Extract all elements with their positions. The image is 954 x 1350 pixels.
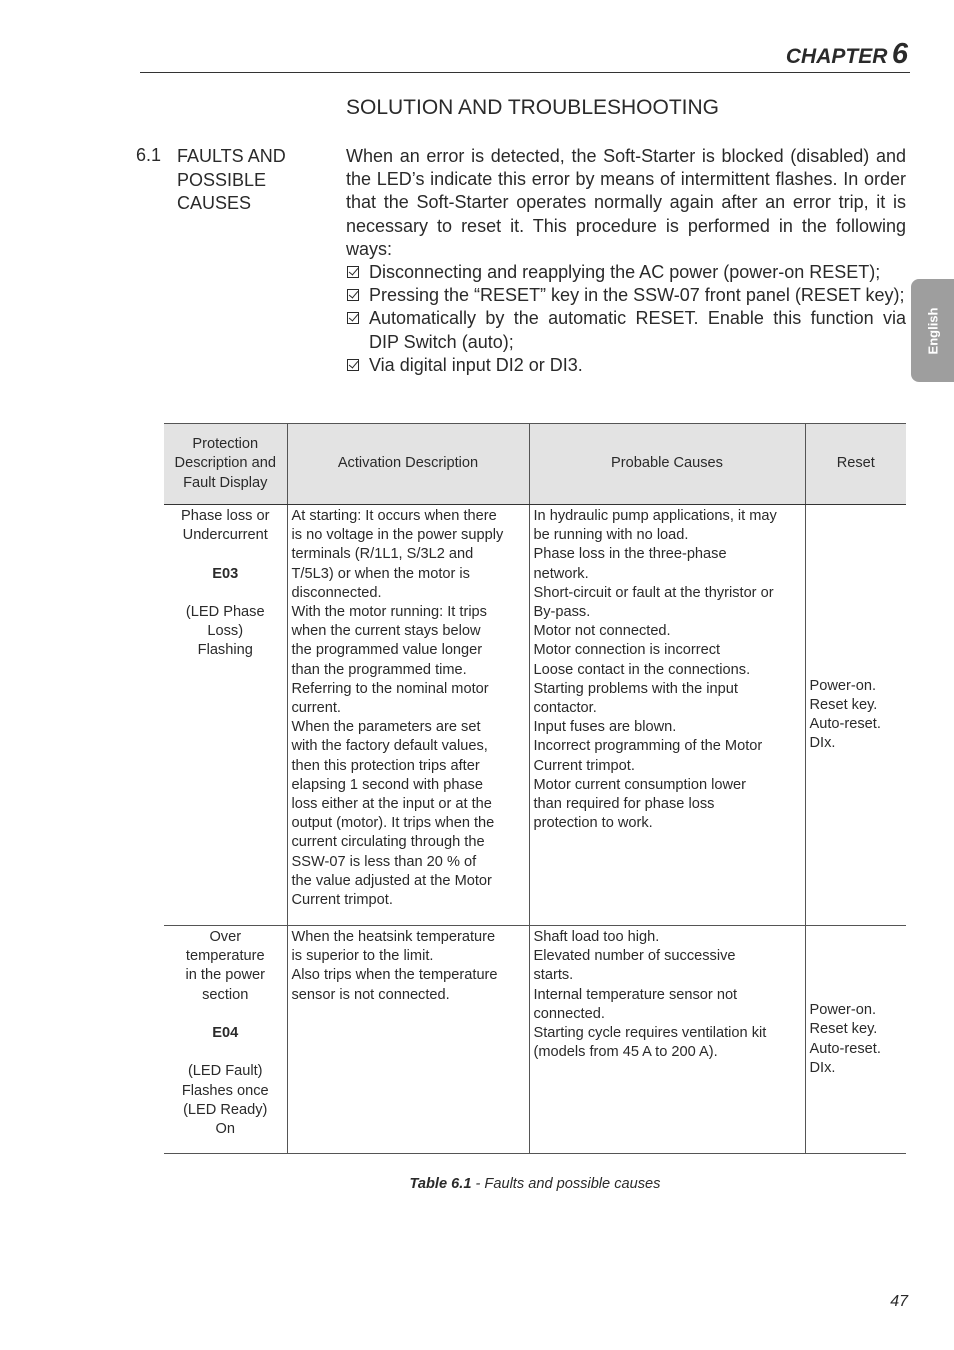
header-protection-line: Protection — [192, 436, 259, 453]
cell-line: Phase loss or — [181, 508, 270, 524]
cell-line: DIx. — [809, 735, 836, 752]
reset-method-text: Automatically by the automatic RESET. Enable this function via DIP Switch (auto); — [369, 308, 906, 352]
cell-line: section — [202, 986, 249, 1003]
cell-line: contactor. — [533, 700, 597, 717]
header-reset: Reset — [805, 424, 906, 505]
cell-line: sensor is not connected. — [291, 986, 450, 1003]
caption-label: Table 6.1 — [409, 1176, 472, 1192]
cell-line: Internal temperature sensor not — [533, 986, 738, 1003]
cell-line: Flashes once — [181, 1082, 269, 1099]
cell-line: Shaft load too high. — [533, 929, 660, 945]
subsection-title-line: CAUSES — [177, 193, 252, 213]
chapter-number: 6 — [891, 38, 908, 70]
checkbox-checked-icon — [347, 266, 359, 278]
subsection-title-line: POSSIBLE — [177, 169, 267, 190]
cell-line: loss either at the input or at the — [291, 796, 492, 813]
cell-line: Input fuses are blown. — [533, 719, 677, 736]
fault-code: E03 — [212, 565, 239, 582]
cell-line: Referring to the nominal motor — [291, 680, 489, 697]
cell-line: temperature — [185, 948, 265, 965]
cell-line: Reset key. — [809, 1021, 878, 1038]
cell-line — [168, 584, 283, 603]
cell-line: then this protection trips after — [291, 757, 480, 774]
cell-line: the value adjusted at the Motor — [291, 872, 492, 889]
reset-method-text: Via digital input DI2 or DI3. — [369, 354, 583, 375]
cell-line: Motor connection is incorrect — [533, 642, 721, 659]
cell-line: starts. — [533, 967, 574, 984]
cell-line: Motor current consumption lower — [533, 776, 747, 793]
cell-line — [168, 1043, 283, 1062]
cell-line: connected. — [533, 1005, 605, 1022]
cell-line: DIx. — [809, 1059, 836, 1076]
cell-line: On — [215, 1121, 235, 1137]
cell-line: current circulating through the — [291, 834, 485, 851]
cell-line: At starting: It occurs when there — [291, 508, 497, 524]
cell-line: is no voltage in the power supply — [291, 527, 504, 544]
table-caption — [164, 1176, 906, 1192]
header-protection-line: Fault Display — [183, 474, 268, 491]
cell-line: in the power — [185, 967, 265, 984]
cell-line: T/5L3) or when the motor is — [291, 565, 470, 582]
activation-cell — [287, 505, 529, 926]
reset-cell — [805, 505, 906, 926]
cell-line: Phase loss in the three-phase — [533, 546, 727, 563]
cell-line: Also trips when the temperature — [291, 967, 498, 984]
caption-text: - Faults and possible causes — [471, 1176, 661, 1192]
header-protection-line: Description and — [174, 455, 276, 472]
table-row — [164, 926, 906, 1154]
cell-line: Loose contact in the connections. — [533, 661, 751, 678]
cell-line: than the programmed time. — [291, 661, 467, 678]
cell-line: Over — [209, 929, 242, 945]
cell-line: the programmed value longer — [291, 642, 483, 659]
cell-line: Auto-reset. — [809, 1040, 881, 1057]
activation-cell — [287, 926, 529, 1154]
header-activation: Activation Description — [287, 424, 529, 505]
checkbox-checked-icon — [347, 359, 359, 371]
language-side-tab — [911, 279, 954, 382]
subsection-title — [177, 145, 317, 216]
chapter-heading — [786, 38, 908, 71]
cell-line: Motor not connected. — [533, 623, 671, 640]
cell-line: current. — [291, 700, 341, 717]
cell-line: (LED Ready) — [183, 1101, 268, 1118]
reset-cell — [805, 926, 906, 1154]
subsection-number: 6.1 — [136, 145, 162, 165]
cell-line: Undercurrent — [182, 527, 268, 544]
cell-line: (LED Fault) — [187, 1063, 263, 1080]
cell-line: is superior to the limit. — [291, 948, 434, 965]
cell-line: When the parameters are set — [291, 719, 481, 736]
checkbox-checked-icon — [347, 289, 359, 301]
table-header-row — [164, 424, 906, 505]
chapter-word: CHAPTER — [785, 45, 888, 68]
cell-line: With the motor running: It trips — [291, 604, 487, 621]
page-number: 47 — [890, 1293, 908, 1310]
cell-line: when the current stays below — [291, 623, 481, 640]
section-title: SOLUTION AND TROUBLESHOOTING — [346, 96, 720, 119]
cell-line: Auto-reset. — [809, 716, 881, 732]
fault-code: E04 — [212, 1025, 239, 1041]
cell-line: Loss) — [207, 623, 244, 640]
header-causes: Probable Causes — [529, 424, 805, 505]
cell-line: Power-on. — [809, 677, 877, 694]
cell-line: with the factory default values, — [291, 738, 488, 755]
cell-line: Starting problems with the input — [533, 680, 738, 697]
cell-line: than required for phase loss — [533, 796, 715, 813]
reset-method-item — [346, 307, 906, 353]
cell-line: Flashing — [197, 642, 253, 659]
causes-cell — [529, 505, 805, 926]
reset-method-text: Pressing the “RESET” key in the SSW-07 front panel (RESET key); — [369, 285, 905, 306]
cell-line: output (motor). It trips when the — [291, 815, 495, 832]
cell-line — [168, 545, 283, 564]
faults-table — [164, 423, 906, 1154]
cell-line: By-pass. — [533, 604, 591, 621]
reset-method-item — [346, 354, 906, 377]
header-protection — [164, 424, 287, 505]
cell-line: Incorrect programming of the Motor — [533, 738, 763, 755]
cell-line: Reset key. — [809, 696, 878, 713]
cell-line: (models from 45 A to 200 A). — [533, 1044, 718, 1061]
reset-method-item — [346, 261, 906, 284]
subsection-title-line: FAULTS AND — [177, 146, 286, 166]
reset-method-list — [346, 261, 906, 377]
cell-line: Current trimpot. — [291, 892, 393, 909]
checkbox-checked-icon — [347, 312, 359, 324]
language-side-tab-label: English — [925, 307, 940, 354]
table-row — [164, 505, 906, 926]
cell-line: Short-circuit or fault at the thyristor or — [533, 584, 774, 601]
cell-line: SSW-07 is less than 20 % of — [291, 853, 477, 870]
cell-line: protection to work. — [533, 815, 653, 832]
intro-block — [346, 145, 906, 377]
table-body — [164, 505, 906, 1154]
cell-line: terminals (R/1L1, S/3L2 and — [291, 546, 474, 563]
cell-line: Power-on. — [809, 1002, 877, 1019]
intro-paragraph: When an error is detected, the Soft-Starter is blocked (disabled) and the LED’s indicate this error by means of intermittent flashes. In order that the Soft-Starter operates normally again after an error trip, it is necessary to reset it. This procedure is performed in the following ways: — [346, 146, 906, 259]
cell-line: be running with no load. — [533, 527, 689, 544]
cell-line: Elevated number of successive — [533, 948, 736, 965]
cell-line: network. — [533, 565, 589, 582]
chapter-rule — [140, 72, 910, 73]
cell-line: disconnected. — [291, 584, 382, 601]
causes-cell — [529, 926, 805, 1154]
protection-cell — [164, 505, 287, 926]
cell-line: In hydraulic pump applications, it may — [533, 508, 777, 524]
cell-line: Current trimpot. — [533, 757, 635, 774]
cell-line: elapsing 1 second with phase — [291, 776, 483, 793]
reset-method-text: Disconnecting and reapplying the AC power (power-on RESET); — [369, 262, 881, 283]
protection-cell — [164, 926, 287, 1154]
cell-line — [168, 1005, 283, 1024]
cell-line: Starting cycle requires ventilation kit — [533, 1025, 767, 1042]
cell-line: (LED Phase — [185, 603, 265, 620]
cell-line: When the heatsink temperature — [291, 929, 496, 945]
reset-method-item — [346, 284, 906, 307]
